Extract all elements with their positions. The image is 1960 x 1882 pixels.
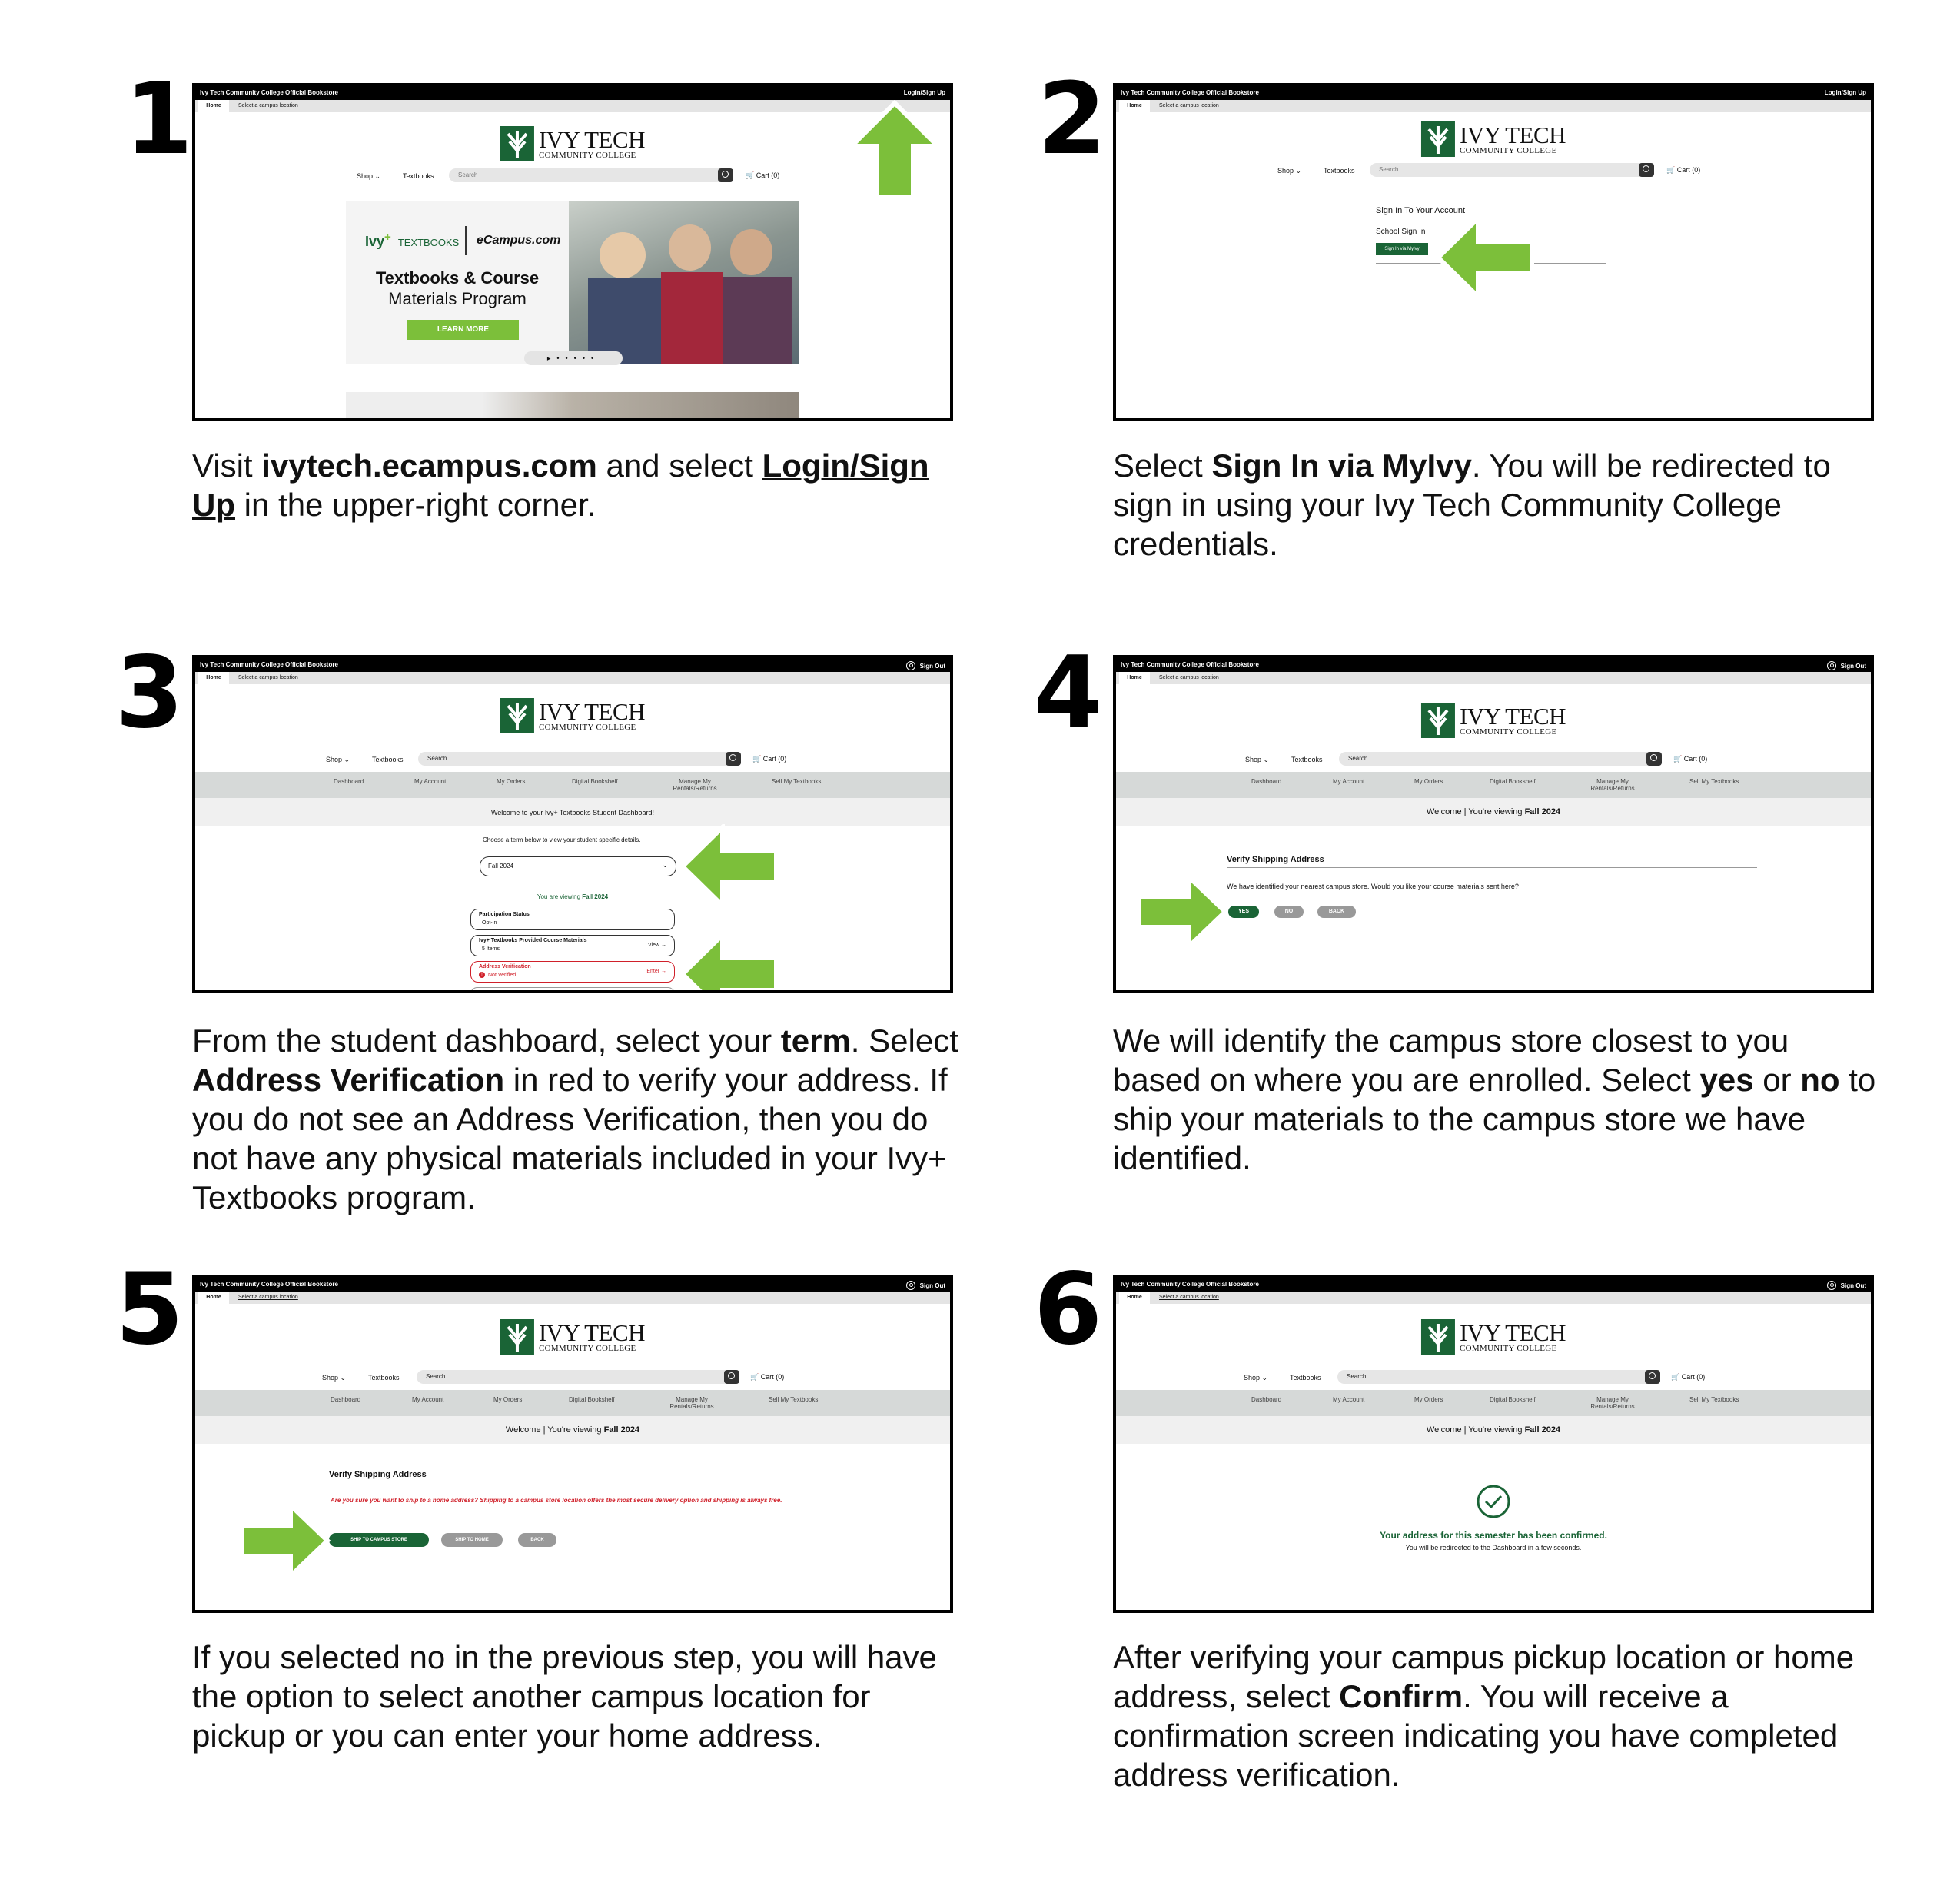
nav-digital-bookshelf[interactable]: Digital Bookshelf [1490,1396,1536,1403]
campus-location-link[interactable]: Select a campus location [1159,675,1219,680]
verify-heading: Verify Shipping Address [329,1470,427,1479]
logo-line2: COMMUNITY COLLEGE [538,151,636,160]
screenshot-step-1 [192,83,953,421]
welcome-text: Welcome | You're viewing [505,1425,604,1435]
viewing-label: You are viewing [537,893,583,900]
step-number-2: 2 [1038,62,1104,177]
user-account-icon[interactable] [1827,1281,1836,1290]
search-input[interactable] [1337,1370,1660,1384]
logo-line2: COMMUNITY COLLEGE [1459,727,1557,737]
shop-menu[interactable]: Shop ⌄ [1245,756,1270,763]
welcome-term: Fall 2024 [1524,807,1561,816]
store-topbar [1116,1278,1871,1292]
dashboard-nav [195,1390,950,1416]
nav-my-orders[interactable]: My Orders [1414,1396,1443,1403]
cart-link[interactable]: 🛒 Cart (0) [1666,166,1701,174]
home-tab[interactable]: Home [1119,100,1150,112]
back-button[interactable]: BACK [518,1533,556,1547]
carousel-controls[interactable]: ▸••••• [524,351,623,365]
search-input[interactable] [418,752,741,766]
nav-my-orders[interactable]: My Orders [497,778,526,785]
choose-term-text: Choose a term below to view your student specific details. [483,836,641,843]
search-input[interactable] [449,168,733,182]
step-number-3: 3 [115,636,181,750]
ivy-tech-logo[interactable] [500,698,645,733]
textbooks-link[interactable]: Textbooks [1290,1374,1321,1382]
card-title: Participation Status [479,912,530,917]
chevron-down-icon: ⌄ [662,861,668,869]
store-title: Ivy Tech Community College Official Bookstore [1121,1281,1259,1288]
sign-out-link[interactable]: Sign Out [1840,662,1866,670]
logo-line2: COMMUNITY COLLEGE [538,723,636,732]
pointer-arrow-icon [679,932,779,993]
tab-bar [1116,672,1871,684]
campus-location-link[interactable]: Select a campus location [1159,1295,1219,1300]
home-tab[interactable]: Home [1119,672,1150,684]
logo-line2: COMMUNITY COLLEGE [1459,1344,1557,1353]
logo-line1: IVY TECH [1459,703,1566,730]
shop-menu[interactable]: Shop ⌄ [322,1374,347,1382]
ivy-tech-logo[interactable] [1421,703,1566,738]
logo-line1: IVY TECH [538,126,646,153]
yes-button[interactable]: YES [1228,906,1259,918]
logo-line1: IVY TECH [1459,1319,1566,1346]
store-topbar [1116,86,1871,100]
search-icon[interactable] [718,168,733,182]
logo-line1: IVY TECH [1459,121,1566,148]
screenshot-step-6 [1113,1275,1874,1613]
nav-my-account[interactable]: My Account [414,778,447,785]
step-number-6: 6 [1034,1252,1100,1367]
caption-step-4: We will identify the campus store closest to you based on where you are enrolled. Select yes or no to ship your materials to the campus store we have identified. [1113,1022,1876,1176]
search-placeholder: Search [1347,1373,1367,1380]
back-button[interactable]: BACK [1317,906,1356,918]
welcome-term: Fall 2024 [1524,1425,1561,1435]
signin-myivy-button[interactable]: Sign In via MyIvy [1376,243,1428,255]
textbooks-brand: TEXTBOOKS [397,237,460,248]
tab-bar [195,1292,950,1304]
verify-question: We have identified your nearest campus store. Would you like your course materials sent here? [1227,883,1519,890]
welcome-term: Fall 2024 [603,1425,640,1435]
store-title: Ivy Tech Community College Official Bookstore [1121,89,1259,96]
nav-sell-textbooks[interactable]: Sell My Textbooks [769,1396,819,1403]
logo-line2: COMMUNITY COLLEGE [1459,146,1557,155]
tab-bar [195,672,950,684]
cart-link[interactable]: 🛒 Cart (0) [752,755,787,763]
term-select[interactable] [480,856,676,876]
user-account-icon[interactable] [906,1281,915,1290]
search-icon[interactable] [1645,1370,1660,1384]
learn-more-button[interactable]: LEARN MORE [407,320,519,340]
pointer-arrow-icon [1435,215,1535,300]
nav-sell-textbooks[interactable]: Sell My Textbooks [772,778,822,785]
home-tab[interactable]: Home [198,100,229,112]
students-photo [569,201,799,364]
store-title: Ivy Tech Community College Official Bookstore [200,1281,338,1288]
cart-link[interactable]: 🛒 Cart (0) [1671,1373,1706,1381]
ivy-leaf-logo-icon [500,698,534,733]
confirmation-sub: You will be redirected to the Dashboard in a few seconds. [1405,1544,1582,1551]
shop-menu[interactable]: Shop ⌄ [326,756,350,763]
caption-step-6: After verifying your campus pickup location or home address, select Confirm. You will receive a confirmation screen indicating you have completed address verification. [1113,1639,1855,1793]
ecampus-brand: eCampus.com [477,234,561,247]
enter-link[interactable]: Enter → [646,969,666,974]
caption-step-3: From the student dashboard, select your term. Select Address Verification in red to verify your address. If you do not see an Address Verification, then you do not have any physical materials included in your Ivy+ Textbooks program. [192,1022,958,1215]
address-verification-card[interactable] [470,961,675,983]
ivy-plus-brand: Ivy [365,234,385,249]
nav-dashboard[interactable]: Dashboard [334,778,364,785]
campus-location-link[interactable]: Select a campus location [238,675,298,680]
cart-link[interactable]: 🛒 Cart (0) [1673,755,1708,763]
pointer-arrow-icon [1136,873,1228,950]
ship-to-home-button[interactable]: SHIP TO HOME [441,1533,503,1547]
shop-menu[interactable]: Shop ⌄ [1277,167,1302,175]
nav-dashboard[interactable]: Dashboard [1251,778,1282,785]
home-tab[interactable]: Home [198,1292,229,1304]
sign-out-link[interactable]: Sign Out [1840,1282,1866,1289]
alert-icon: ! [479,972,485,978]
caption-step-1: Visit ivytech.ecampus.com and select Login/Sign Up in the upper-right corner. [192,447,929,523]
dashboard-nav [1116,1390,1871,1416]
search-icon[interactable] [1646,752,1662,766]
cart-link[interactable]: 🛒 Cart (0) [750,1373,785,1381]
ivy-tech-logo[interactable] [1421,121,1566,157]
campus-location-link[interactable]: Select a campus location [238,103,298,108]
dashboard-nav [195,772,950,798]
ship-to-campus-button[interactable]: SHIP TO CAMPUS STORE [329,1533,429,1547]
nav-dashboard[interactable]: Dashboard [1251,1396,1282,1403]
view-link[interactable]: View → [648,943,666,948]
card-title: Address Verification [479,964,531,969]
step-number-4: 4 [1034,636,1100,750]
campus-location-link[interactable]: Select a campus location [1159,103,1219,108]
logo-line2: COMMUNITY COLLEGE [538,1344,636,1353]
welcome-bar [195,1416,950,1444]
pointer-arrow-icon [238,1502,331,1579]
ivy-leaf-logo-icon [1421,121,1455,157]
shop-menu[interactable]: Shop ⌄ [357,172,381,180]
search-input[interactable] [417,1370,739,1384]
nav-manage-rentals[interactable]: Manage My Rentals/Returns [1590,1396,1635,1410]
screenshot-step-4 [1113,655,1874,993]
home-tab[interactable]: Home [198,672,229,684]
screenshot-step-3 [192,655,953,993]
viewing-term: Fall 2024 [582,893,609,900]
search-input[interactable] [1370,163,1654,177]
nav-dashboard[interactable]: Dashboard [331,1396,361,1403]
nav-digital-bookshelf[interactable]: Digital Bookshelf [572,778,618,785]
pointer-arrow-icon [849,100,941,200]
store-title: Ivy Tech Community College Official Bookstore [200,661,338,668]
cart-link[interactable]: 🛒 Cart (0) [746,171,780,179]
tab-bar [195,100,950,112]
card-title: Ivy+ Textbooks Provided Course Materials [479,938,587,943]
login-signup-link[interactable]: Login/Sign Up [1824,89,1866,96]
caption-step-5: If you selected no in the previous step, you will have the option to select another campus location for pickup or you can enter your home address. [192,1639,937,1754]
search-icon[interactable] [724,1370,739,1384]
screenshot-step-5 [192,1275,953,1613]
dashboard-welcome: Welcome to your Ivy+ Textbooks Student Dashboard! [490,809,655,816]
shop-menu[interactable]: Shop ⌄ [1244,1374,1268,1382]
search-placeholder: Search [426,1373,446,1380]
ivy-tech-logo[interactable] [500,126,645,161]
home-tab[interactable]: Home [1119,1292,1150,1304]
banner-headline-1: Textbooks & Course [375,268,540,288]
confirmation-title: Your address for this semester has been confirmed. [1380,1530,1607,1541]
sign-out-link[interactable]: Sign Out [919,662,945,670]
store-title: Ivy Tech Community College Official Bookstore [200,89,338,96]
ivy-leaf-logo-icon [500,1319,534,1355]
screenshot-step-2 [1113,83,1874,421]
term-select-value: Fall 2024 [488,863,513,870]
school-signin-label: School Sign In [1376,228,1426,236]
banner-divider [465,226,467,255]
nav-my-orders[interactable]: My Orders [493,1396,523,1403]
textbooks-link[interactable]: Textbooks [1291,756,1323,763]
welcome-text: Welcome | You're viewing [1426,807,1525,816]
store-title: Ivy Tech Community College Official Bookstore [1121,661,1259,668]
verify-heading: Verify Shipping Address [1227,855,1324,864]
card-sub: Not Verified [488,973,517,978]
welcome-bar [1116,1416,1871,1444]
pointer-arrow-icon [679,824,779,909]
logo-line1: IVY TECH [538,698,646,725]
user-account-icon[interactable] [1827,661,1836,670]
tab-bar [1116,100,1871,112]
step-number-5: 5 [115,1252,181,1367]
promo-banner[interactable] [346,201,799,364]
store-topbar [1116,658,1871,672]
ivy-tech-logo[interactable] [500,1319,645,1355]
search-input[interactable] [1339,752,1662,766]
textbooks-link[interactable]: Textbooks [372,756,404,763]
ivy-leaf-logo-icon [1421,1319,1455,1355]
sign-out-link[interactable]: Sign Out [919,1282,945,1289]
welcome-text: Welcome | You're viewing [1426,1425,1525,1435]
search-icon[interactable] [1639,163,1654,177]
search-placeholder: Search [458,171,478,178]
nav-manage-rentals[interactable]: Manage My Rentals/Returns [673,778,717,792]
checkmark-circle-icon [1476,1484,1511,1519]
search-icon[interactable] [726,752,741,766]
textbooks-link[interactable]: Textbooks [403,172,434,180]
nav-my-account[interactable]: My Account [412,1396,444,1403]
textbooks-link[interactable]: Textbooks [1324,167,1355,175]
card-sub: Opt-In [482,920,497,926]
login-signup-link[interactable]: Login/Sign Up [903,89,945,96]
second-banner-preview [346,392,799,421]
home-shipping-warning: Are you sure you want to ship to a home address? Shipping to a campus store location offers the most secure delivery option and shipping is always free. [331,1497,782,1504]
search-placeholder: Search [427,755,447,762]
step-number-1: 1 [125,62,191,177]
nav-sell-textbooks[interactable]: Sell My Textbooks [1689,1396,1739,1403]
welcome-bar [1116,798,1871,826]
nav-my-account[interactable]: My Account [1333,778,1365,785]
nav-my-orders[interactable]: My Orders [1414,778,1443,785]
store-topbar [195,1278,950,1292]
tab-bar [1116,1292,1871,1304]
caption-step-2: Select Sign In via MyIvy. You will be redirected to sign in using your Ivy Tech Community College credentials. [1113,447,1831,562]
nav-manage-rentals[interactable]: Manage My Rentals/Returns [669,1396,714,1410]
search-placeholder: Search [1348,755,1368,762]
nav-digital-bookshelf[interactable]: Digital Bookshelf [1490,778,1536,785]
ivy-leaf-logo-icon [1421,703,1455,738]
ivy-leaf-logo-icon [500,126,534,161]
nav-my-account[interactable]: My Account [1333,1396,1365,1403]
nav-digital-bookshelf[interactable]: Digital Bookshelf [569,1396,615,1403]
textbooks-link[interactable]: Textbooks [368,1374,400,1382]
dashboard-nav [1116,772,1871,798]
no-button[interactable]: NO [1274,906,1304,918]
search-placeholder: Search [1379,166,1399,173]
participation-card[interactable] [470,909,675,930]
card-sub: 5 Items [482,946,500,952]
nav-manage-rentals[interactable]: Manage My Rentals/Returns [1590,778,1635,792]
user-account-icon[interactable] [906,661,915,670]
store-topbar [195,658,950,672]
store-topbar [195,86,950,100]
campus-location-link[interactable]: Select a campus location [238,1295,298,1300]
logo-line1: IVY TECH [538,1319,646,1346]
plus-sup: + [384,231,391,244]
signin-heading: Sign In To Your Account [1376,206,1465,215]
course-materials-card[interactable] [470,935,675,956]
banner-headline-2: Materials Program [388,289,527,308]
nav-sell-textbooks[interactable]: Sell My Textbooks [1689,778,1739,785]
ivy-tech-logo[interactable] [1421,1319,1566,1355]
